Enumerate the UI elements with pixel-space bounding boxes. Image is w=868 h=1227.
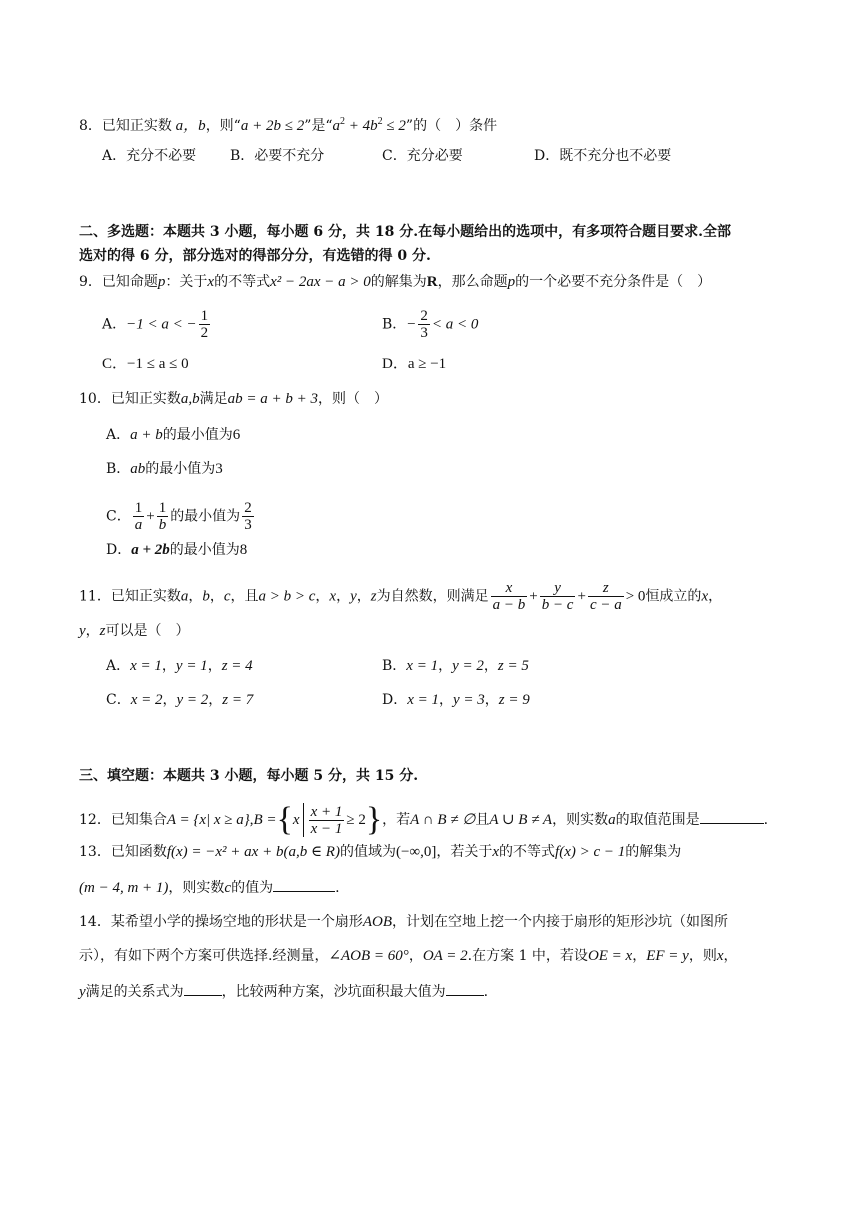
q11-f3-num: z: [588, 580, 624, 597]
q10-d-value: 8: [239, 542, 248, 558]
q13-answer-blank[interactable]: [273, 891, 335, 892]
q11-sep-5: ，: [356, 588, 371, 605]
q12-text-1: 12．已知集合: [79, 812, 167, 828]
q13-text-7: 的值为: [231, 880, 274, 896]
q12-text-5: 的取值范围是: [615, 812, 700, 828]
q8-expr-2c: ≤ 2: [382, 118, 406, 134]
q11-y: y: [350, 588, 357, 605]
q11-text-2: ，且: [230, 588, 259, 605]
q11-option-d: D．x = 1，y = 3，z = 9: [382, 692, 530, 708]
q10-c-text: 的最小值为: [170, 508, 241, 525]
q11-frac-2: [540, 580, 576, 613]
q10-b-label: B．: [106, 461, 131, 477]
q12-a: a: [608, 812, 616, 828]
q13-text-5: 的解集为: [625, 844, 682, 860]
q12-set-b-den: x − 1: [310, 820, 343, 837]
q12-text-3: 且: [475, 812, 490, 828]
q11-sep-1: ，: [188, 588, 203, 605]
section-2-heading-line-2: 选对的得 6 分，部分选对的得部分分，有选错的得 0 分.: [79, 248, 431, 264]
q11-d-z: z = 9: [498, 692, 530, 708]
q14-text-2c: .在方案 1 中，若设: [467, 948, 588, 964]
q11-y-2: y: [79, 623, 86, 639]
q10-a-text: 的最小值为: [162, 427, 233, 443]
q10-a-expr: a + b: [130, 427, 163, 443]
q8-vars: a，b: [171, 118, 206, 134]
q10-text-2: 满足: [199, 391, 228, 407]
q14-text-3b: ，比较两种方案，沙坑面积最大值为: [221, 984, 446, 1000]
q10-vars: a,b: [180, 391, 200, 407]
q12-set-b-x: x: [292, 812, 300, 828]
q14-oa: OA = 2: [422, 948, 468, 964]
q10-c-n2: 1: [158, 500, 167, 516]
q11-a-z: z = 4: [221, 658, 253, 674]
q9-text-2: ：关于: [165, 274, 208, 290]
q14-text-2d: ，: [632, 948, 647, 964]
q11-x: x: [329, 588, 337, 605]
q11-sep-2: ，: [209, 588, 224, 605]
q12-comma: ,: [249, 812, 254, 828]
q11-text-3: 为自然数，则满足: [376, 588, 489, 605]
q8-expr-2b: + 4b: [345, 118, 378, 134]
q14-text-2b: ，: [408, 948, 423, 964]
q9-option-c: C．−1 ≤ a ≤ 0: [102, 356, 189, 372]
q12-set-b-num: x + 1: [310, 803, 343, 820]
q12-set-b-pre: B =: [253, 812, 277, 828]
q10-d-text: 的最小值为: [169, 542, 240, 558]
q11-c-label: C．: [106, 692, 131, 708]
question-13-stem: [79, 842, 681, 862]
q14-text-2e: ，则: [688, 948, 717, 964]
q11-b: b: [202, 588, 210, 605]
question-9-stem: [79, 272, 711, 292]
q11-z: z: [370, 588, 377, 605]
q11-f3-den: c − a: [589, 597, 622, 613]
q10-b-value: 3: [215, 461, 223, 477]
q10-c-plus: +: [146, 508, 155, 525]
q11-a-x: x = 1: [130, 658, 162, 674]
q9-text-3: 的不等式: [214, 274, 271, 290]
q10-c-value: [242, 500, 254, 533]
q11-x-2: x: [701, 588, 709, 605]
q12-answer-blank[interactable]: [700, 823, 764, 824]
q11-z-2: z: [99, 623, 106, 639]
q11-text-4: 恒成立的: [645, 588, 702, 605]
q9-option-d: D．a ≥ −1: [382, 356, 447, 372]
question-14-line-3: [79, 982, 488, 1002]
question-14-line-2: [79, 946, 738, 966]
q14-ef: EF = y: [646, 948, 689, 964]
q12-cond-1: A ∩ B ≠ ∅: [410, 812, 476, 828]
q11-gt0: > 0: [625, 588, 646, 605]
q10-c-d1: a: [134, 517, 143, 533]
question-11-stem-line-2: [79, 621, 190, 641]
q11-b-x: x = 1: [406, 658, 439, 674]
q11-sep-4: ，: [336, 588, 351, 605]
q13-c: c: [224, 880, 232, 896]
q11-d-label: D．: [382, 692, 408, 708]
q11-a: a: [180, 588, 189, 605]
q11-frac-1: [491, 580, 528, 613]
q11-order: a > b > c: [258, 588, 316, 605]
q10-b-expr: ab: [130, 461, 146, 477]
q14-text-1b: ，计划在空地上挖一个内接于扇形的矩形沙坑（如图所: [392, 914, 728, 930]
q13-text-3: ，若关于: [436, 844, 493, 860]
q11-text-5: 可以是（ ）: [105, 623, 190, 639]
q14-text-1a: 14．某希望小学的操场空地的形状是一个扇形: [79, 914, 363, 930]
question-12-stem: 12．已知集合A = {x| x ≥ a},B ={x $\frac{x + 1}{x - 1}$ ≥ 2}，若A ∩ B ≠ ∅且A ∪ B ≠ A，则实数a的取值范围是 .: [79, 801, 769, 838]
q9-a-den: 2: [200, 325, 209, 341]
q14-text-3a: 满足的关系式为: [85, 984, 184, 1000]
section-2-heading-line-1: 二、多选题：本题共 3 小题，每小题 6 分，共 18 分.在每小题给出的选项中，有多项符合题目要求.全部: [79, 224, 731, 240]
q9-option-a: [102, 308, 212, 341]
section-3-heading: 三、填空题：本题共 3 小题，每小题 5 分，共 15 分.: [79, 768, 419, 784]
q9-text-1: 9．已知命题: [79, 274, 158, 290]
q11-c-y: y = 2: [176, 692, 209, 708]
q11-c-x: x = 2: [130, 692, 163, 708]
q14-x: x: [716, 948, 724, 964]
question-13-stem-line-2: [79, 878, 340, 898]
q11-c-z: z = 7: [222, 692, 254, 708]
q14-text-2f: ，: [723, 948, 738, 964]
q11-option-a: A．x = 1，y = 1，z = 4: [106, 658, 253, 674]
q12-set-b-fraction: [309, 804, 345, 837]
q11-sep-3: ，: [315, 588, 330, 605]
q14-aob: AOB: [362, 914, 392, 930]
question-8-stem: [79, 112, 497, 136]
q11-option-b: B．x = 1，y = 2，z = 5: [382, 658, 529, 674]
q11-sep-6: ，: [708, 588, 723, 605]
q10-condition: ab = a + b + 3: [227, 391, 318, 407]
q10-c-vd: 3: [244, 517, 252, 533]
q14-answer-blank-2[interactable]: [446, 995, 484, 996]
q9-R: R: [426, 274, 438, 290]
q10-option-b: [106, 459, 223, 479]
q10-text-1: 10．已知正实数: [79, 391, 181, 407]
q8-text: 8．已知正实数: [79, 118, 172, 134]
q10-option-c: [106, 500, 256, 533]
q12-text-4: ，则实数: [552, 812, 609, 828]
q13-text-1: 13．已知函数: [79, 844, 167, 860]
q10-text-3: ，则（ ）: [317, 391, 388, 407]
q11-f2-num: y: [540, 580, 576, 597]
q13-end: .: [335, 880, 340, 896]
q9-b-num: 2: [420, 308, 428, 324]
q9-option-b: [382, 308, 478, 341]
q14-text-2a: 示），有如下两个方案可供选择.经测量，: [79, 948, 329, 964]
q11-a-y: y = 1: [175, 658, 208, 674]
q14-angle: ∠AOB = 60°: [328, 948, 409, 964]
q8-expr-2: $a^2 + 4b^2 \le 2$: [332, 116, 406, 134]
q11-option-c: C．x = 2，y = 2，z = 7: [106, 692, 254, 708]
q8-expr-2a: a: [332, 118, 341, 134]
q9-a-fraction: [199, 308, 211, 341]
q11-d-y: y = 3: [453, 692, 485, 708]
q10-b-text: 的最小值为: [145, 461, 216, 477]
q13-text-4: 的不等式: [499, 844, 556, 860]
q8-option-c: C．充分必要: [382, 148, 463, 164]
q8-option-d: D．既不充分也不必要: [534, 148, 672, 164]
q10-c-label: C．: [106, 508, 131, 525]
q9-text-5: ，那么命题: [437, 274, 508, 290]
q11-b-label: B．: [382, 658, 407, 674]
q14-oe: OE = x: [587, 948, 633, 964]
q9-text-6: 的一个必要不充分条件是（ ）: [515, 274, 712, 290]
q10-d-label: D．: [106, 542, 132, 558]
q10-a-label: A．: [106, 427, 131, 443]
q10-d-expr: a + 2b: [131, 542, 170, 558]
q10-a-value: 6: [232, 427, 241, 443]
q13-inequality: f(x) > c − 1: [555, 844, 626, 860]
q9-a-num: 1: [200, 308, 209, 324]
q11-f1-den: a − b: [492, 597, 526, 613]
question-10-stem: [79, 389, 388, 409]
q9-inequality: x² − 2ax − a > 0: [270, 274, 371, 290]
q13-function: f(x) = −x² + ax + b(a,b ∈ R): [166, 844, 340, 860]
q11-d-x: x = 1: [407, 692, 440, 708]
q12-cond-2: A ∪ B ≠ A: [489, 812, 553, 828]
q10-c-frac-1: [133, 500, 145, 533]
q8-text-3: ”是“: [304, 118, 333, 134]
q8-text-4: ”的（ ）条件: [405, 118, 498, 134]
q10-c-n1: 1: [134, 500, 143, 516]
q8-text-2: ，则“: [205, 118, 241, 134]
q8-expr-1: a + 2b ≤ 2: [240, 118, 305, 134]
q12-set-a: A = {x| x ≥ a}: [166, 812, 250, 828]
q13-interval: (m − 4, m + 1): [79, 880, 169, 896]
q9-a-expr: −1 < a < −: [126, 316, 197, 333]
q11-a-label: A．: [106, 658, 131, 674]
q9-p-2: p: [507, 274, 516, 290]
q13-text-2: 的值域为: [339, 844, 396, 860]
q14-end: .: [483, 984, 489, 1000]
q10-option-d: [106, 540, 247, 560]
q9-b-pre: −: [406, 316, 417, 333]
q11-sep-7: ，: [85, 623, 100, 639]
q10-c-frac-2: [157, 500, 169, 533]
q11-c: c: [223, 588, 231, 605]
q10-c-vn: 2: [244, 500, 252, 516]
q9-b-post: < a < 0: [431, 316, 479, 333]
q11-text-1: 11．已知正实数: [79, 588, 181, 605]
q13-x: x: [492, 844, 500, 860]
q11-b-z: z = 5: [497, 658, 529, 674]
q11-b-y: y = 2: [452, 658, 484, 674]
q9-text-4: 的解集为: [370, 274, 427, 290]
q10-option-a: [106, 425, 240, 445]
q12-text-2: ，若: [382, 812, 411, 828]
q11-frac-3: [588, 580, 624, 613]
q11-f2-den: b − c: [541, 597, 574, 613]
q11-f1-num: x: [491, 580, 528, 597]
q12-end: .: [763, 812, 769, 828]
q9-a-label: A．: [102, 316, 127, 333]
q9-x: x: [207, 274, 215, 290]
q9-b-fraction: [418, 308, 430, 341]
q9-b-label: B．: [382, 316, 407, 333]
q10-c-d2: b: [158, 517, 167, 533]
q8-option-b: B．必要不充分: [230, 148, 325, 164]
q13-text-6: ，则实数: [168, 880, 225, 896]
q9-b-den: 3: [420, 325, 428, 341]
question-14-line-1: [79, 912, 728, 932]
q8-option-a: A．充分不必要: [102, 148, 197, 164]
q13-range: (−∞,0]: [395, 844, 437, 860]
question-11-stem: 11．已知正实数a，b，c，且a > b > c，x，y，z为自然数，则满足 $\frac{x}{a - b}$ + $\frac{y}{b - c}$ + $\frac{z}{c - a}$ > 0恒成立的x，: [79, 580, 723, 613]
q14-answer-blank-1[interactable]: [184, 995, 222, 996]
q9-p: p: [157, 274, 166, 290]
q12-set-b-ge: ≥ 2: [346, 812, 366, 828]
q14-y: y: [79, 984, 86, 1000]
